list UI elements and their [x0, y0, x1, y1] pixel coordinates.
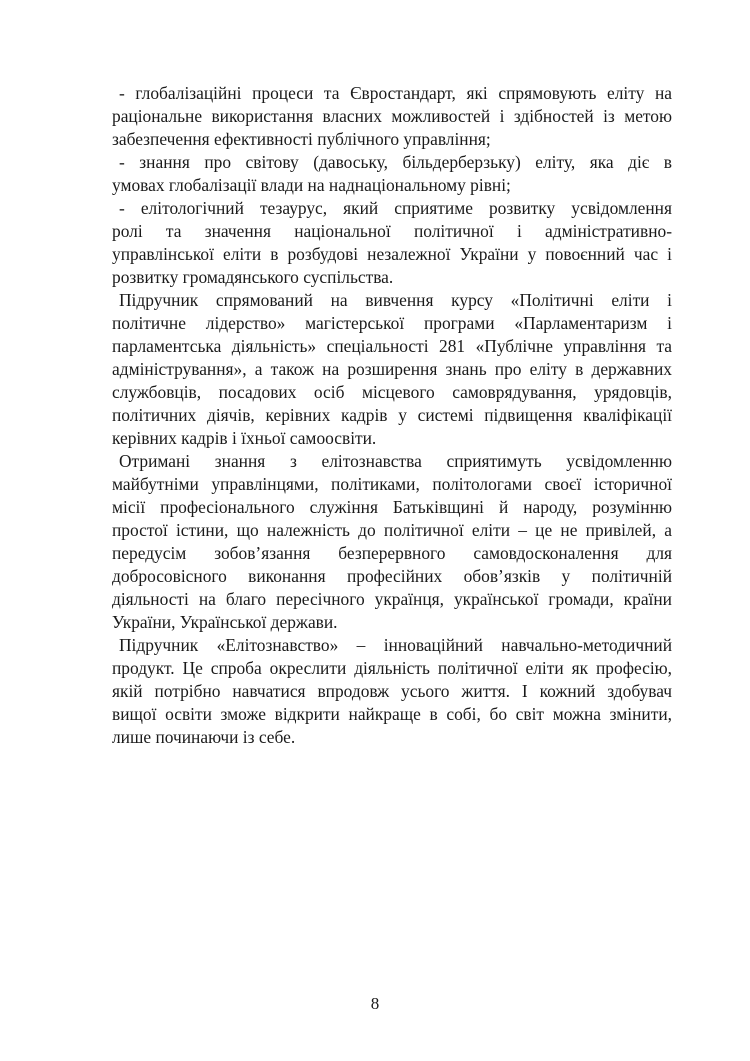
- text-line: управлінської еліти в розбудові незалежної України у повоєнний час і: [112, 244, 672, 264]
- text-line: добросовісного виконання професійних обов’язків у політичній: [112, 566, 672, 586]
- text-line: Отримані знання з елітознавства сприятимуть усвідомленню: [119, 451, 672, 471]
- text-line: передусім зобов’язання безперервного самовдосконалення для: [112, 543, 672, 563]
- text-line: службовців, посадових осіб місцевого самоврядування, урядовців,: [112, 382, 672, 402]
- text-line: лише починаючи із себе.: [112, 727, 296, 747]
- text-line: умовах глобалізації влади на наднаціональному рівні;: [112, 175, 511, 195]
- text-line: парламентська діяльність» спеціальності 281 «Публічне управління та: [112, 336, 672, 356]
- body-text: [112, 82, 672, 749]
- text-line: Підручник спрямований на вивчення курсу «Політичні еліти і: [119, 290, 672, 310]
- text-line: України, Української держави.: [112, 612, 338, 632]
- text-line: майбутніми управлінцями, політиками, політологами своєї історичної: [112, 474, 672, 494]
- text-line: Підручник «Елітознавство» – інноваційний навчально-методичний: [119, 635, 672, 655]
- text-line: політичне лідерство» магістерської програми «Парламентаризм і: [112, 313, 672, 333]
- text-line: забезпечення ефективності публічного управління;: [112, 129, 491, 149]
- text-line: діяльності на благо пересічного українця, української громади, країни: [112, 589, 672, 609]
- text-line: адміністрування», а також на розширення знань про еліту в державних: [112, 359, 672, 379]
- text-line: продукт. Це спроба окреслити діяльність політичної еліти як професію,: [112, 658, 672, 678]
- text-line: - глобалізаційні процеси та Євростандарт, які спрямовують еліту на: [119, 83, 672, 103]
- text-line: - знання про світову (давоську, більдерберзьку) еліту, яка діє в: [119, 152, 672, 172]
- text-line: керівних кадрів і їхньої самоосвіти.: [112, 428, 377, 448]
- text-line: простої істини, що належність до політичної еліти – це не привілей, а: [112, 520, 672, 540]
- text-line: якій потрібно навчатися впродовж усього життя. І кожний здобувач: [112, 681, 672, 701]
- text-line: розвитку громадянського суспільства.: [112, 267, 394, 287]
- page-number: 8: [370, 994, 380, 1013]
- text-line: ролі та значення національної політичної і адміністративно-: [112, 221, 672, 241]
- text-line: раціональне використання власних можливостей і здібностей із метою: [112, 106, 672, 126]
- text-line: - елітологічний тезаурус, який сприятиме розвитку усвідомлення: [119, 198, 672, 218]
- text-line: місії професіонального служіння Батьківщині й народу, розумінню: [112, 497, 672, 517]
- text-line: політичних діячів, керівних кадрів у системі підвищення кваліфікації: [112, 405, 672, 425]
- text-line: вищої освіти зможе відкрити найкраще в собі, бо світ можна змінити,: [112, 704, 672, 724]
